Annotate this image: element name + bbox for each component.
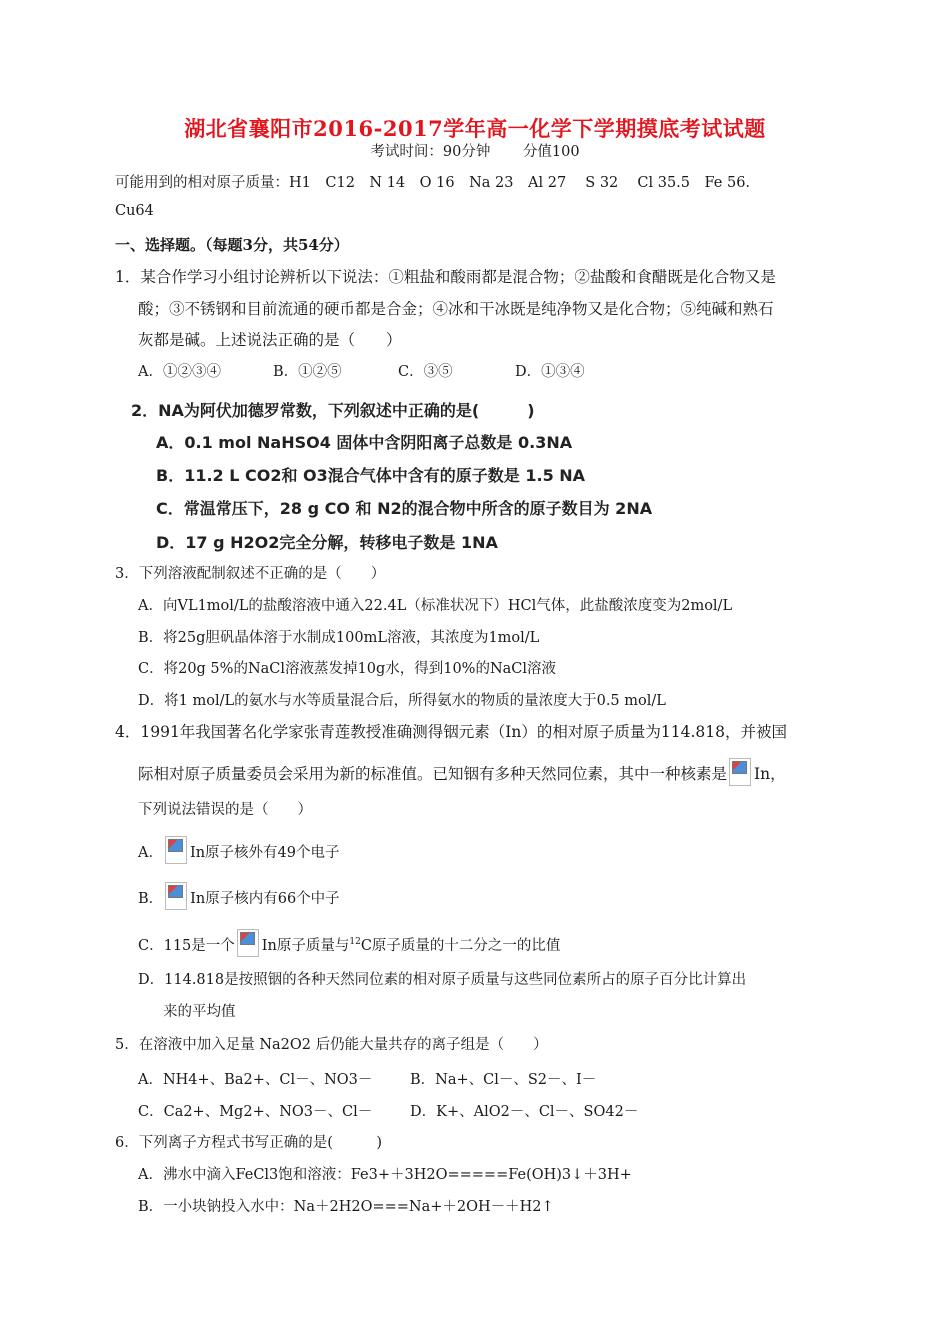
q1-line1: 1．某合作学习小组讨论辨析以下说法：①粗盐和酸雨都是混合物；②盐酸和食醋既是化合物又是 [115,268,776,286]
q4-option-c-tail: C原子质量的十二分之一的比值 [360,938,561,954]
section-heading: 一、选择题。（每题3分，共54分） [115,236,349,254]
q2-option-b: B．11.2 L CO2和 O3混合气体中含有的原子数是 1.5 NA [156,466,586,485]
q4-option-c: C．115是一个 In原子质量与$^{12}$C原子质量的十二分之一的比值 [138,929,560,957]
q3-option-a: A．向VL1mol/L的盐酸溶液中通入22.4L（标准状况下）HCl气体，此盐酸浓度变为2mol/L [138,598,733,614]
q6-option-a: A．沸水中滴入FeCl3饱和溶液：Fe3+＋3H2O=====Fe(OH)3↓＋3H+ [138,1167,632,1183]
q4-option-d-line1: D．114.818是按照铟的各种天然同位素的相对原子质量与这些同位素所占的原子百分比计算出 [138,972,747,988]
q4-option-c-mid: In原子质量与 [261,938,350,954]
q6-stem: 6．下列离子方程式书写正确的是( ) [115,1135,383,1151]
q1-option-b: B．①②⑤ [273,364,342,380]
document-title: 湖北省襄阳市2016-2017学年高一化学下学期摸底考试试题 [184,116,766,141]
nuclide-image-icon [165,882,187,910]
q5-option-a: A．NH4+、Ba2+、Cl－、NO3－ [138,1072,373,1088]
q4-option-c-pre: C．115是一个 [138,938,235,954]
q3-option-c: C．将20g 5%的NaCl溶液蒸发掉10g水，得到10%的NaCl溶液 [138,661,557,677]
q2-option-c: C．常温常压下，28 g CO 和 N2的混合物中所含的原子数目为 2NA [156,499,653,518]
q6-option-b: B．一小块钠投入水中：Na＋2H2O===Na+＋2OH－＋H2↑ [138,1199,554,1215]
q4-option-a: A． In原子核外有49个电子 [138,836,340,864]
nuclide-image-icon [165,836,187,864]
q4-option-b: B． In原子核内有66个中子 [138,882,340,910]
q3-option-d: D．将1 mol/L的氨水与水等质量混合后，所得氨水的物质的量浓度大于0.5 mol/L [138,693,666,709]
q2-option-a: A．0.1 mol NaHSO4 固体中含阴阳离子总数是 0.3NA [156,433,573,452]
atomic-masses-line1: 可能用到的相对原子质量：H1 C12 N 14 O 16 Na 23 Al 27 S 32 Cl 35.5 Fe 56. [115,175,751,191]
q4-line2 [138,758,786,786]
atomic-masses-line2: Cu64 [115,203,154,219]
exam-score: 分值100 [522,144,580,160]
q5-option-c: C．Ca2+、Mg2+、NO3－、Cl－ [138,1104,373,1120]
q3-stem: 3．下列溶液配制叙述不正确的是（ ） [115,566,386,582]
exam-meta [0,140,950,161]
q5-option-d: D．K+、AlO2－、Cl－、SO42－ [410,1104,639,1120]
q4-line1: 4．1991年我国著名化学家张青莲教授准确测得铟元素（In）的相对原子质量为114.818，并被国 [115,723,788,741]
q1-option-c: C．③⑤ [398,364,453,380]
q4-line2-tail: In， [754,765,786,783]
q1-line3: 灰都是碱。上述说法正确的是（ ） [138,331,402,349]
q3-option-b: B．将25g胆矾晶体溶于水制成100mL溶液，其浓度为1mol/L [138,630,540,646]
q1-option-d: D．①③④ [515,364,585,380]
q4-option-d-line2: 来的平均值 [163,1004,236,1020]
q4-line3: 下列说法错误的是（ ） [138,802,312,818]
nuclide-image-icon [729,758,751,786]
q4-line2-text: 际相对原子质量委员会采用为新的标准值。已知铟有多种天然同位素，其中一种核素是 [138,765,728,783]
q1-option-a: A．①②③④ [138,364,221,380]
q5-option-b: B．Na+、Cl－、S2－、I－ [410,1072,597,1088]
q4-option-a-text: In原子核外有49个电子 [189,845,340,861]
exam-time: 考试时间：90分钟 [370,144,491,160]
q1-line2: 酸；③不锈钢和目前流通的硬币都是合金；④冰和干冰既是纯净物又是化合物；⑤纯碱和熟石 [138,300,774,318]
q5-stem: 5．在溶液中加入足量 Na2O2 后仍能大量共存的离子组是（ ） [115,1037,548,1053]
nuclide-image-icon [237,929,259,957]
q2-stem: 2．NA为阿伏加德罗常数，下列叙述中正确的是( ) [131,401,535,420]
q4-option-b-text: In原子核内有66个中子 [190,891,340,907]
q2-option-d: D．17 g H2O2完全分解，转移电子数是 1NA [156,533,498,552]
